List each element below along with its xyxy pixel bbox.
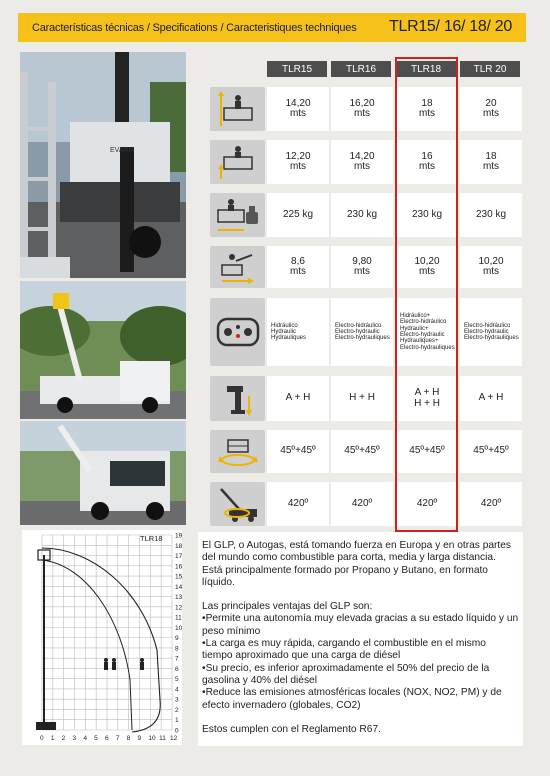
spec-line: Electro-hydraulic bbox=[335, 328, 380, 335]
x-tick-label: 2 bbox=[61, 735, 66, 742]
column-header-tlr15: TLR15 bbox=[267, 61, 327, 77]
spec-value: 45º+45º bbox=[267, 430, 329, 473]
truck-photo-rear bbox=[20, 52, 186, 278]
basket-rotation-icon bbox=[210, 430, 265, 473]
spec-value: 45º+45º bbox=[331, 430, 393, 473]
platform-height-icon bbox=[210, 140, 265, 184]
spec-value: A + H H + H bbox=[396, 376, 458, 421]
y-tick-label: 14 bbox=[175, 583, 182, 591]
spec-value: 45º+45º bbox=[396, 430, 458, 473]
bullet-price: •Su precio, es inferior aproximadamente el 50% del precio de la gasolina y 40% del diésel bbox=[202, 662, 490, 686]
y-tick-label: 10 bbox=[175, 624, 182, 632]
spec-value: 420º bbox=[396, 482, 458, 526]
header-banner bbox=[18, 13, 526, 42]
spec-value: 10,20 mts bbox=[396, 246, 458, 288]
spec-value: A + H bbox=[267, 376, 329, 421]
bullet-autonomy: •Permite una autonomía muy elevada gracias a su estado líquido y un peso mínimo bbox=[202, 613, 519, 637]
y-tick-label: 17 bbox=[175, 553, 182, 561]
column-header-tlr20: TLR 20 bbox=[460, 61, 520, 77]
spec-value: 230 kg bbox=[331, 193, 393, 237]
spec-value: A + H bbox=[460, 376, 522, 421]
diagram-label: TLR18 bbox=[140, 534, 163, 543]
control-type-cell bbox=[267, 298, 329, 366]
spec-line: Hydraulic+ bbox=[400, 325, 429, 332]
spec-value: 16,20 mts bbox=[331, 87, 393, 131]
spec-line: Hidráulico+ bbox=[400, 313, 431, 320]
spec-value: 8,6 mts bbox=[267, 246, 329, 288]
spec-value: 225 kg bbox=[267, 193, 329, 237]
y-tick-label: 3 bbox=[175, 696, 179, 704]
spec-value: 230 kg bbox=[396, 193, 458, 237]
spec-value: 420º bbox=[267, 482, 329, 526]
spec-value: 14,20 mts bbox=[267, 87, 329, 131]
y-tick-label: 13 bbox=[175, 594, 182, 602]
paragraph-advantages-title: Las principales ventajas del GLP son: bbox=[202, 601, 373, 613]
y-tick-label: 7 bbox=[175, 655, 179, 663]
bullet-charging: •La carga es muy rápida, cargando el combustible en el mismo tiempo aproximado que una carga de diésel bbox=[202, 638, 486, 662]
spec-value: 16 mts bbox=[396, 140, 458, 184]
spec-line: Electro-hidráulico bbox=[400, 319, 447, 326]
spec-value: 420º bbox=[331, 482, 393, 526]
y-tick-label: 0 bbox=[175, 727, 179, 735]
banner-models: TLR15/ 16/ 18/ 20 bbox=[389, 18, 512, 35]
spec-value: H + H bbox=[331, 376, 393, 421]
spec-line: Electro-hydrauliques bbox=[400, 344, 455, 351]
y-tick-label: 8 bbox=[175, 645, 179, 653]
spec-value: 20 mts bbox=[460, 87, 522, 131]
working-range-diagram bbox=[22, 530, 182, 745]
spec-line: Hidráulico bbox=[271, 322, 298, 329]
spec-value: 14,20 mts bbox=[331, 140, 393, 184]
x-tick-label: 6 bbox=[105, 735, 109, 742]
x-tick-label: 12 bbox=[170, 735, 178, 742]
x-tick-label: 3 bbox=[72, 735, 77, 742]
truck-photo-front bbox=[20, 421, 186, 525]
x-tick-label: 11 bbox=[159, 735, 166, 742]
paragraph-regulation: Estos cumplen con el Reglamento R67. bbox=[202, 723, 381, 735]
column-header-tlr16: TLR16 bbox=[331, 61, 391, 77]
x-tick-label: 10 bbox=[148, 735, 156, 742]
x-tick-label: 9 bbox=[137, 735, 142, 742]
spec-line: Electro-hydrauliques bbox=[335, 335, 390, 342]
column-header-tlr18: TLR18 bbox=[396, 61, 456, 77]
y-tick-label: 9 bbox=[175, 635, 179, 643]
y-tick-label: 6 bbox=[175, 665, 179, 673]
turret-rotation-icon bbox=[210, 482, 265, 526]
spec-line: Electro-hydrauliques bbox=[464, 335, 519, 342]
y-tick-label: 11 bbox=[175, 614, 182, 622]
outreach-icon bbox=[210, 246, 265, 288]
spec-value: 18 mts bbox=[396, 87, 458, 131]
control-type-cell bbox=[331, 298, 393, 366]
spec-line: Hydrauliques bbox=[271, 335, 307, 342]
spec-value: 45º+45º bbox=[460, 430, 522, 473]
stabilizers-icon bbox=[210, 376, 265, 421]
spec-line: Electro-hydraulic bbox=[464, 328, 509, 335]
x-tick-label: 4 bbox=[83, 735, 87, 742]
lpg-text-block bbox=[198, 532, 523, 746]
spec-value: 9,80 mts bbox=[331, 246, 393, 288]
spec-line: Electro-hidráulico bbox=[335, 322, 382, 329]
spec-value: 420º bbox=[460, 482, 522, 526]
svg-text:EVARM: EVARM bbox=[110, 147, 135, 154]
spec-line: Hydrauliques+ bbox=[400, 338, 439, 345]
spec-line: Electro-hidráulico bbox=[464, 322, 511, 329]
spec-value: 18 mts bbox=[460, 140, 522, 184]
load-capacity-icon bbox=[210, 193, 265, 237]
y-tick-label: 12 bbox=[175, 604, 182, 612]
spec-value: 230 kg bbox=[460, 193, 522, 237]
y-tick-label: 18 bbox=[175, 542, 182, 550]
x-tick-label: 7 bbox=[115, 735, 120, 742]
truck-photo-road bbox=[20, 281, 186, 419]
y-tick-label: 5 bbox=[175, 676, 179, 684]
y-tick-label: 16 bbox=[175, 563, 182, 571]
spec-value: 12,20 mts bbox=[267, 140, 329, 184]
bullet-emissions: •Reduce las emisiones atmosféricas locales (NOX, NO2, PM) y de efecto invernadero (globales, CO2) bbox=[202, 687, 502, 711]
control-type-cell bbox=[460, 298, 522, 366]
working-height-icon bbox=[210, 87, 265, 131]
x-tick-label: 5 bbox=[94, 735, 98, 742]
spec-value: 10,20 mts bbox=[460, 246, 522, 288]
spec-line: Electro-hydraulic bbox=[400, 332, 445, 338]
y-tick-label: 2 bbox=[175, 706, 179, 714]
x-tick-label: 8 bbox=[126, 735, 131, 742]
control-type-cell bbox=[396, 298, 458, 366]
y-tick-label: 15 bbox=[175, 573, 182, 581]
paragraph-intro: El GLP, o Autogas, está tomando fuerza en Europa y en otras partes del mundo como combustible para corta, media y larga distancia. Está principalmente formado por Propano y Butano, en formato líquido. bbox=[202, 540, 512, 588]
banner-title: Características técnicas / Specifications / Caracteristiques techniques bbox=[32, 22, 357, 34]
spec-line: Hydraulic bbox=[271, 328, 297, 335]
y-tick-label: 1 bbox=[175, 717, 179, 725]
y-tick-label: 19 bbox=[175, 532, 182, 540]
control-panel-icon bbox=[210, 298, 265, 366]
x-tick-label: 1 bbox=[50, 735, 55, 742]
x-tick-label: 0 bbox=[40, 735, 44, 742]
y-tick-label: 4 bbox=[175, 686, 179, 694]
